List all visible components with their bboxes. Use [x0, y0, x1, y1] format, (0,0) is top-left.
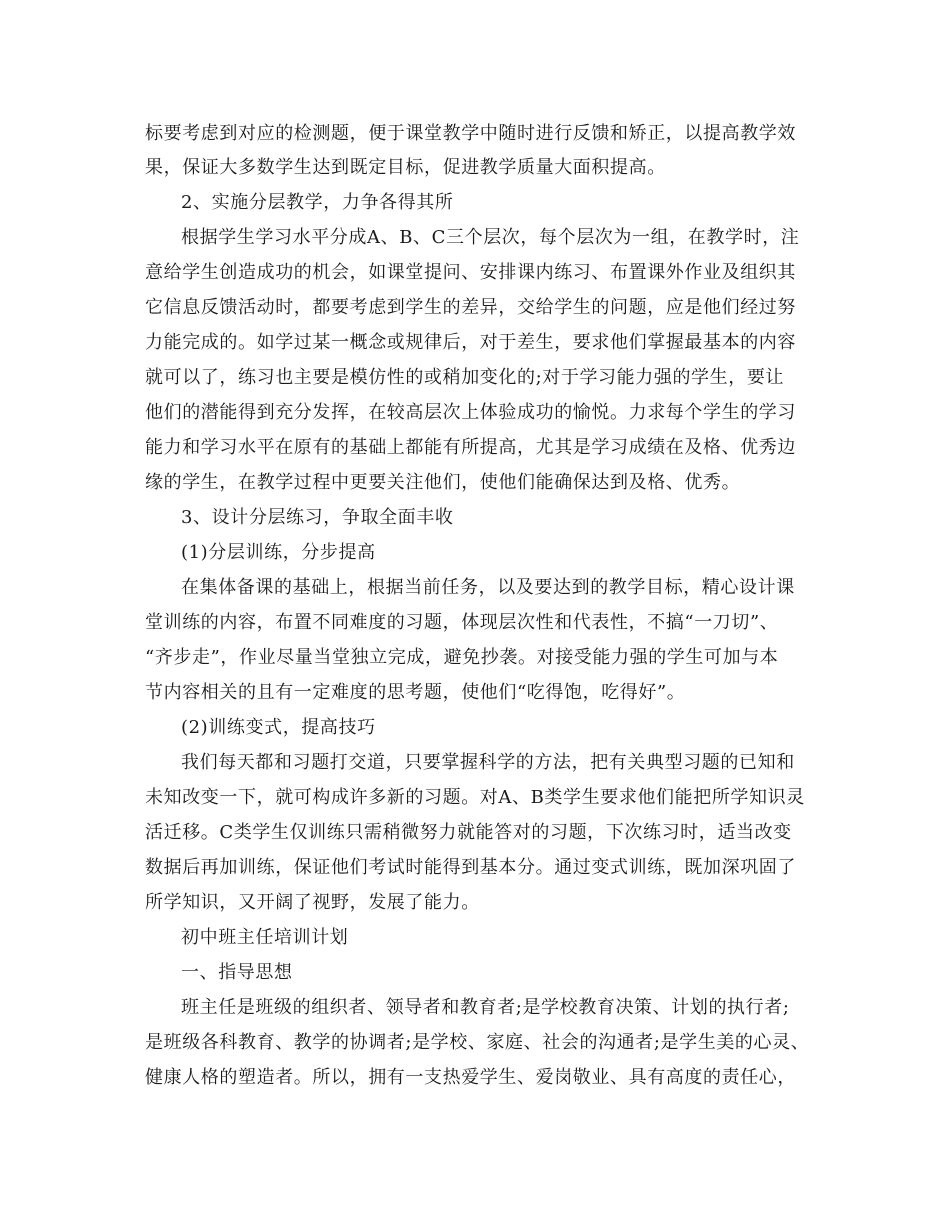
text-line: 它信息反馈活动时，都要考虑到学生的差异，交给学生的问题，应是他们经过努: [145, 297, 796, 318]
text-line: 缘的学生，在教学过程中更要关注他们，使他们能确保达到及格、优秀。: [145, 472, 741, 493]
text-line: “齐步走”，作业尽量当堂独立完成，避免抄袭。对接受能力强的学生可加与本: [145, 647, 779, 668]
section-title: 初中班主任培训计划: [181, 927, 349, 948]
text-line: 2、实施分层教学，力争各得其所: [181, 192, 454, 213]
text-line: 力能完成的。如学过某一概念或规律后，对于差生，要求他们掌握最基本的内容: [145, 332, 796, 353]
section-heading: 一、指导思想: [181, 962, 293, 983]
text-line: 未知改变一下，就可构成许多新的习题。对A、B类学生要求他们能把所学知识灵: [145, 787, 805, 808]
text-line: 堂训练的内容，布置不同难度的习题，体现层次性和代表性，不搞“一刀切”、: [145, 612, 779, 633]
text-line: 班主任是班级的组织者、领导者和教育者;是学校教育决策、计划的执行者;: [181, 997, 790, 1018]
text-line: 根据学生学习水平分成A、B、C三个层次，每个层次为一组，在教学时，注: [181, 227, 800, 248]
text-line: (1)分层训练，分步提高: [181, 542, 376, 563]
text-line: 我们每天都和习题打交道，只要掌握科学的方法，把有关典型习题的已知和: [181, 752, 795, 773]
text-line: 数据后再加训练，保证他们考试时能得到基本分。通过变式训练，既加深巩固了: [145, 857, 796, 878]
text-line: 3、设计分层练习，争取全面丰收: [181, 507, 454, 528]
text-line: 他们的潜能得到充分发挥，在较高层次上体验成功的愉悦。力求每个学生的学习: [145, 402, 796, 423]
text-line: 在集体备课的基础上，根据当前任务，以及要达到的教学目标，精心设计课: [181, 577, 795, 598]
text-line: 活迁移。C类学生仅训练只需稍微努力就能答对的习题，下次练习时，适当改变: [145, 822, 792, 843]
text-line: 健康人格的塑造者。所以，拥有一支热爱学生、爱岗敬业、具有高度的责任心，: [145, 1067, 796, 1088]
text-line: 意给学生创造成功的机会，如课堂提问、安排课内练习、布置课外作业及组织其: [145, 262, 796, 283]
text-line: (2)训练变式，提高技巧: [181, 717, 376, 738]
text-line: 所学知识，又开阔了视野，发展了能力。: [145, 892, 480, 913]
text-line: 就可以了，练习也主要是模仿性的或稍加变化的;对于学习能力强的学生，要让: [145, 367, 785, 388]
text-line: 果，保证大多数学生达到既定目标，促进教学质量大面积提高。: [145, 157, 666, 178]
text-line: 节内容相关的且有一定难度的思考题，使他们“吃得饱，吃得好”。: [145, 682, 686, 703]
text-line: 是班级各科教育、教学的协调者;是学校、家庭、社会的沟通者;是学生美的心灵、: [145, 1032, 810, 1053]
text-line: 标要考虑到对应的检测题，便于课堂教学中随时进行反馈和矫正，以提高教学效: [145, 123, 796, 144]
text-line: 能力和学习水平在原有的基础上都能有所提高，尤其是学习成绩在及格、优秀边: [145, 437, 796, 458]
